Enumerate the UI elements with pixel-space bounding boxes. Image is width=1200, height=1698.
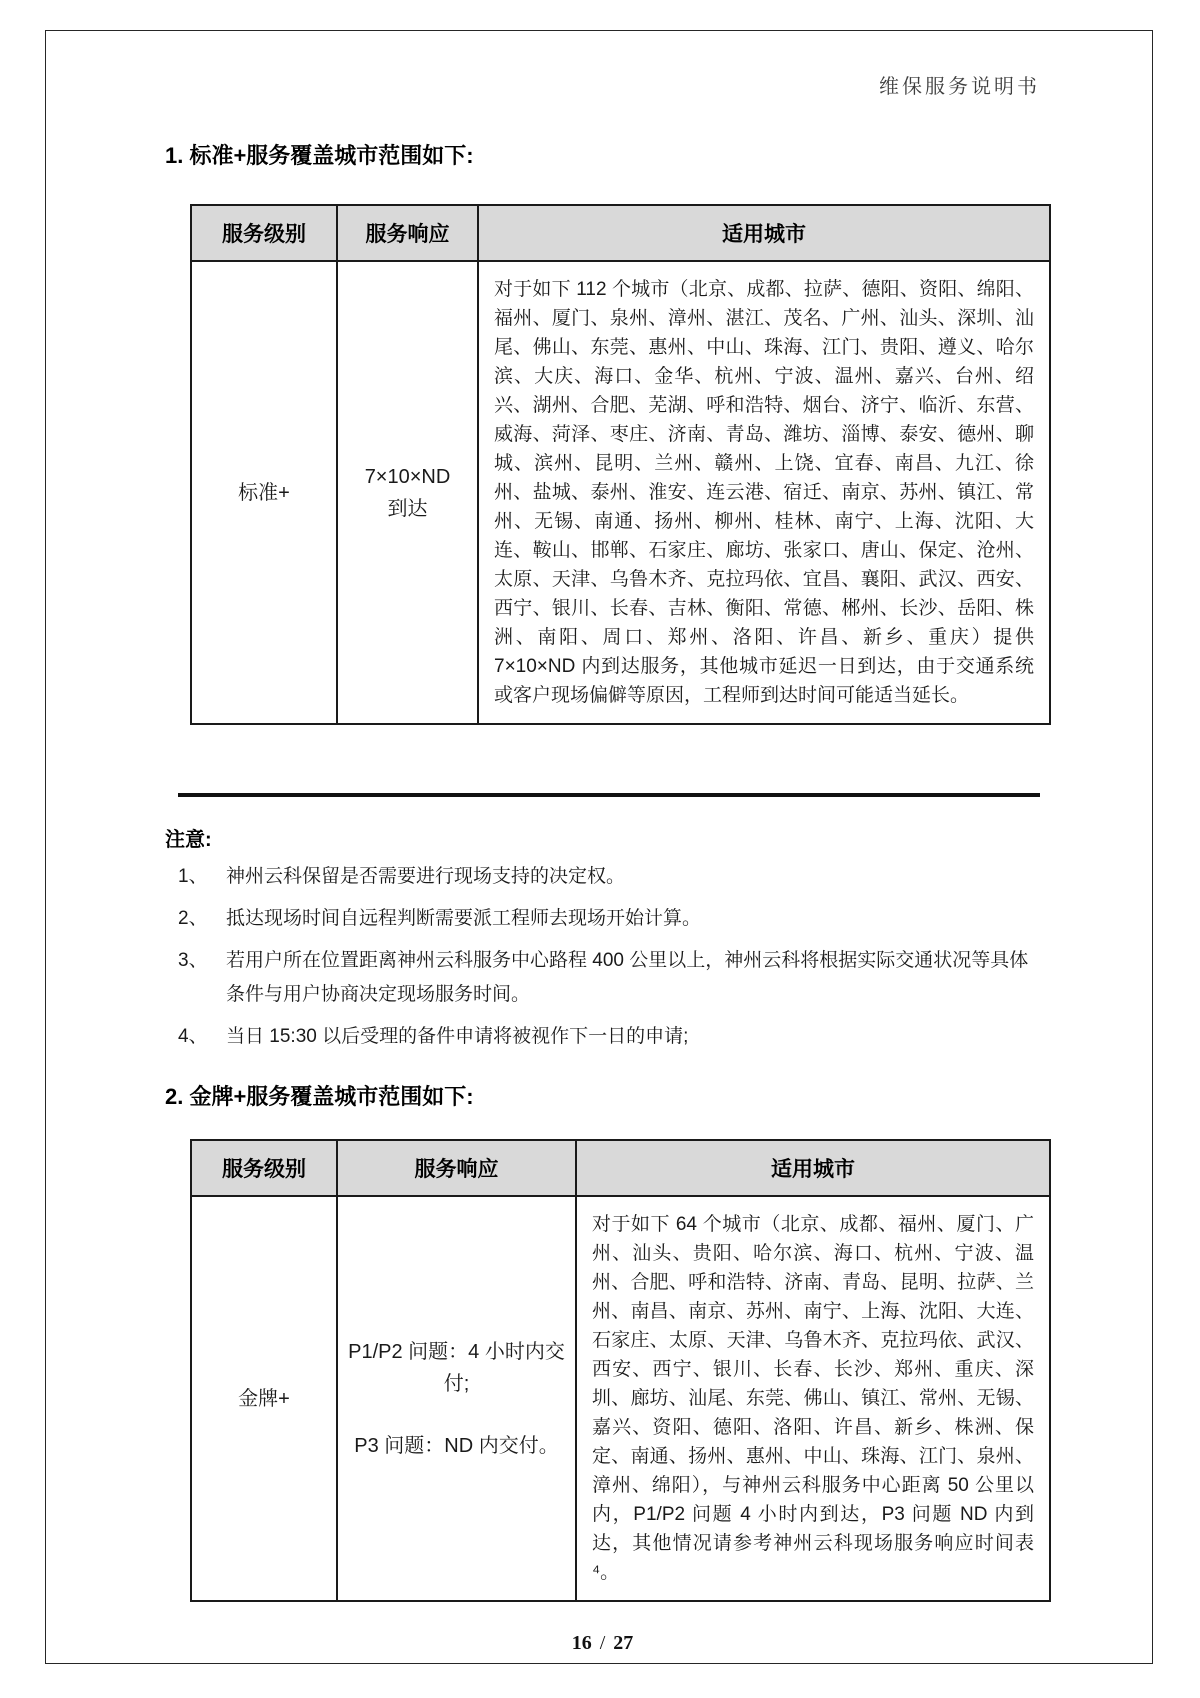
service-response-spacer bbox=[348, 1400, 565, 1430]
note-text: 神州云科保留是否需要进行现场支持的决定权。 bbox=[226, 866, 626, 887]
table-header-row bbox=[191, 1140, 1050, 1196]
table-row bbox=[191, 261, 1050, 724]
document-header-title: 维保服务说明书 bbox=[879, 76, 1040, 98]
page-number-total: 27 bbox=[613, 1632, 634, 1654]
note-item-3 bbox=[178, 944, 1040, 1012]
applicable-cities-cell: 对于如下 64 个城市（北京、成都、福州、厦门、广州、汕头、贵阳、哈尔滨、海口、杭州、宁波、温州、合肥、呼和浩特、济南、青岛、昆明、拉萨、兰州、南昌、南京、苏州、南宁、上海、沈阳、大连、石家庄、太原、天津、乌鲁木齐、克拉玛依、武汉、西安、西宁、银川、长春、长沙、郑州、重庆、深圳、廊坊、汕尾、东莞、佛山、镇江、常州、无锡、嘉兴、资阳、德阳、洛阳、许昌、新乡、株洲、保定、南通、扬州、惠州、中山、珠海、江门、泉州、漳州、绵阳），与神州云科服务中心距离 50 公里以内，P1/P2 问题 4 小时内到达，P3 问题 ND 内到达，其他情况请参考神州云科现场服务响应时间表 ⁴。 bbox=[576, 1196, 1050, 1601]
note-number: 1、 bbox=[178, 866, 208, 887]
column-header-applicable-cities: 适用城市 bbox=[576, 1140, 1050, 1196]
note-text: 当日 15:30 以后受理的备件申请将被视作下一日的申请; bbox=[226, 1026, 689, 1047]
section-2-heading: 2. 金牌+服务覆盖城市范围如下: bbox=[165, 1084, 474, 1109]
note-number: 3、 bbox=[178, 950, 208, 971]
table-header-row bbox=[191, 205, 1050, 261]
column-header-service-response: 服务响应 bbox=[337, 205, 478, 261]
section-divider-rule bbox=[178, 793, 1040, 797]
page-number-separator: / bbox=[599, 1632, 606, 1654]
note-number: 2、 bbox=[178, 908, 208, 929]
table-row bbox=[191, 1196, 1050, 1601]
service-level-cell: 金牌+ bbox=[191, 1196, 337, 1601]
note-number: 4、 bbox=[178, 1026, 208, 1047]
column-header-applicable-cities: 适用城市 bbox=[478, 205, 1050, 261]
column-header-service-response: 服务响应 bbox=[337, 1140, 576, 1196]
service-response-line-2: 到达 bbox=[387, 497, 428, 520]
note-item-2 bbox=[178, 902, 1040, 936]
note-text: 若用户所在位置距离神州云科服务中心路程 400 公里以上，神州云科将根据实际交通状况等具体条件与用户协商决定现场服务时间。 bbox=[226, 950, 1029, 1005]
note-item-1 bbox=[178, 860, 1040, 894]
service-response-line-1: 7×10×ND bbox=[364, 465, 451, 488]
notes-title: 注意: bbox=[165, 829, 212, 851]
page-number-current: 16 bbox=[571, 1632, 592, 1654]
note-text: 抵达现场时间自远程判断需要派工程师去现场开始计算。 bbox=[226, 908, 702, 929]
column-header-service-level: 服务级别 bbox=[191, 1140, 337, 1196]
note-item-4 bbox=[178, 1020, 1040, 1054]
column-header-service-level: 服务级别 bbox=[191, 205, 337, 261]
section-1-heading: 1. 标准+服务覆盖城市范围如下: bbox=[165, 143, 474, 168]
standard-plus-coverage-table bbox=[190, 204, 1051, 725]
gold-plus-coverage-table bbox=[190, 1139, 1051, 1602]
applicable-cities-cell: 对于如下 112 个城市（北京、成都、拉萨、德阳、资阳、绵阳、福州、厦门、泉州、漳州、湛江、茂名、广州、汕头、深圳、汕尾、佛山、东莞、惠州、中山、珠海、江门、贵阳、遵义、哈尔滨、大庆、海口、金华、杭州、宁波、温州、嘉兴、台州、绍兴、湖州、合肥、芜湖、呼和浩特、烟台、济宁、临沂、东营、威海、菏泽、枣庄、济南、青岛、潍坊、淄博、泰安、德州、聊城、滨州、昆明、兰州、赣州、上饶、宜春、南昌、九江、徐州、盐城、泰州、淮安、连云港、宿迁、南京、苏州、镇江、常州、无锡、南通、扬州、柳州、桂林、南宁、上海、沈阳、大连、鞍山、邯郸、石家庄、廊坊、张家口、唐山、保定、沧州、太原、天津、乌鲁木齐、克拉玛依、宜昌、襄阳、武汉、西安、西宁、银川、长春、吉林、衡阳、常德、郴州、长沙、岳阳、株洲、南阳、周口、郑州、洛阳、许昌、新乡、重庆）提供 7×10×ND 内到达服务，其他城市延迟一日到达，由于交通系统或客户现场偏僻等原因，工程师到达时间可能适当延长。 bbox=[478, 261, 1050, 724]
service-level-cell: 标准+ bbox=[191, 261, 337, 724]
service-response-line-2: P3 问题：ND 内交付。 bbox=[354, 1434, 559, 1457]
page-footer bbox=[165, 1632, 1040, 1655]
service-response-cell bbox=[337, 1196, 576, 1601]
service-response-line-1: P1/P2 问题：4 小时内交付; bbox=[348, 1340, 565, 1395]
service-response-cell bbox=[337, 261, 478, 724]
